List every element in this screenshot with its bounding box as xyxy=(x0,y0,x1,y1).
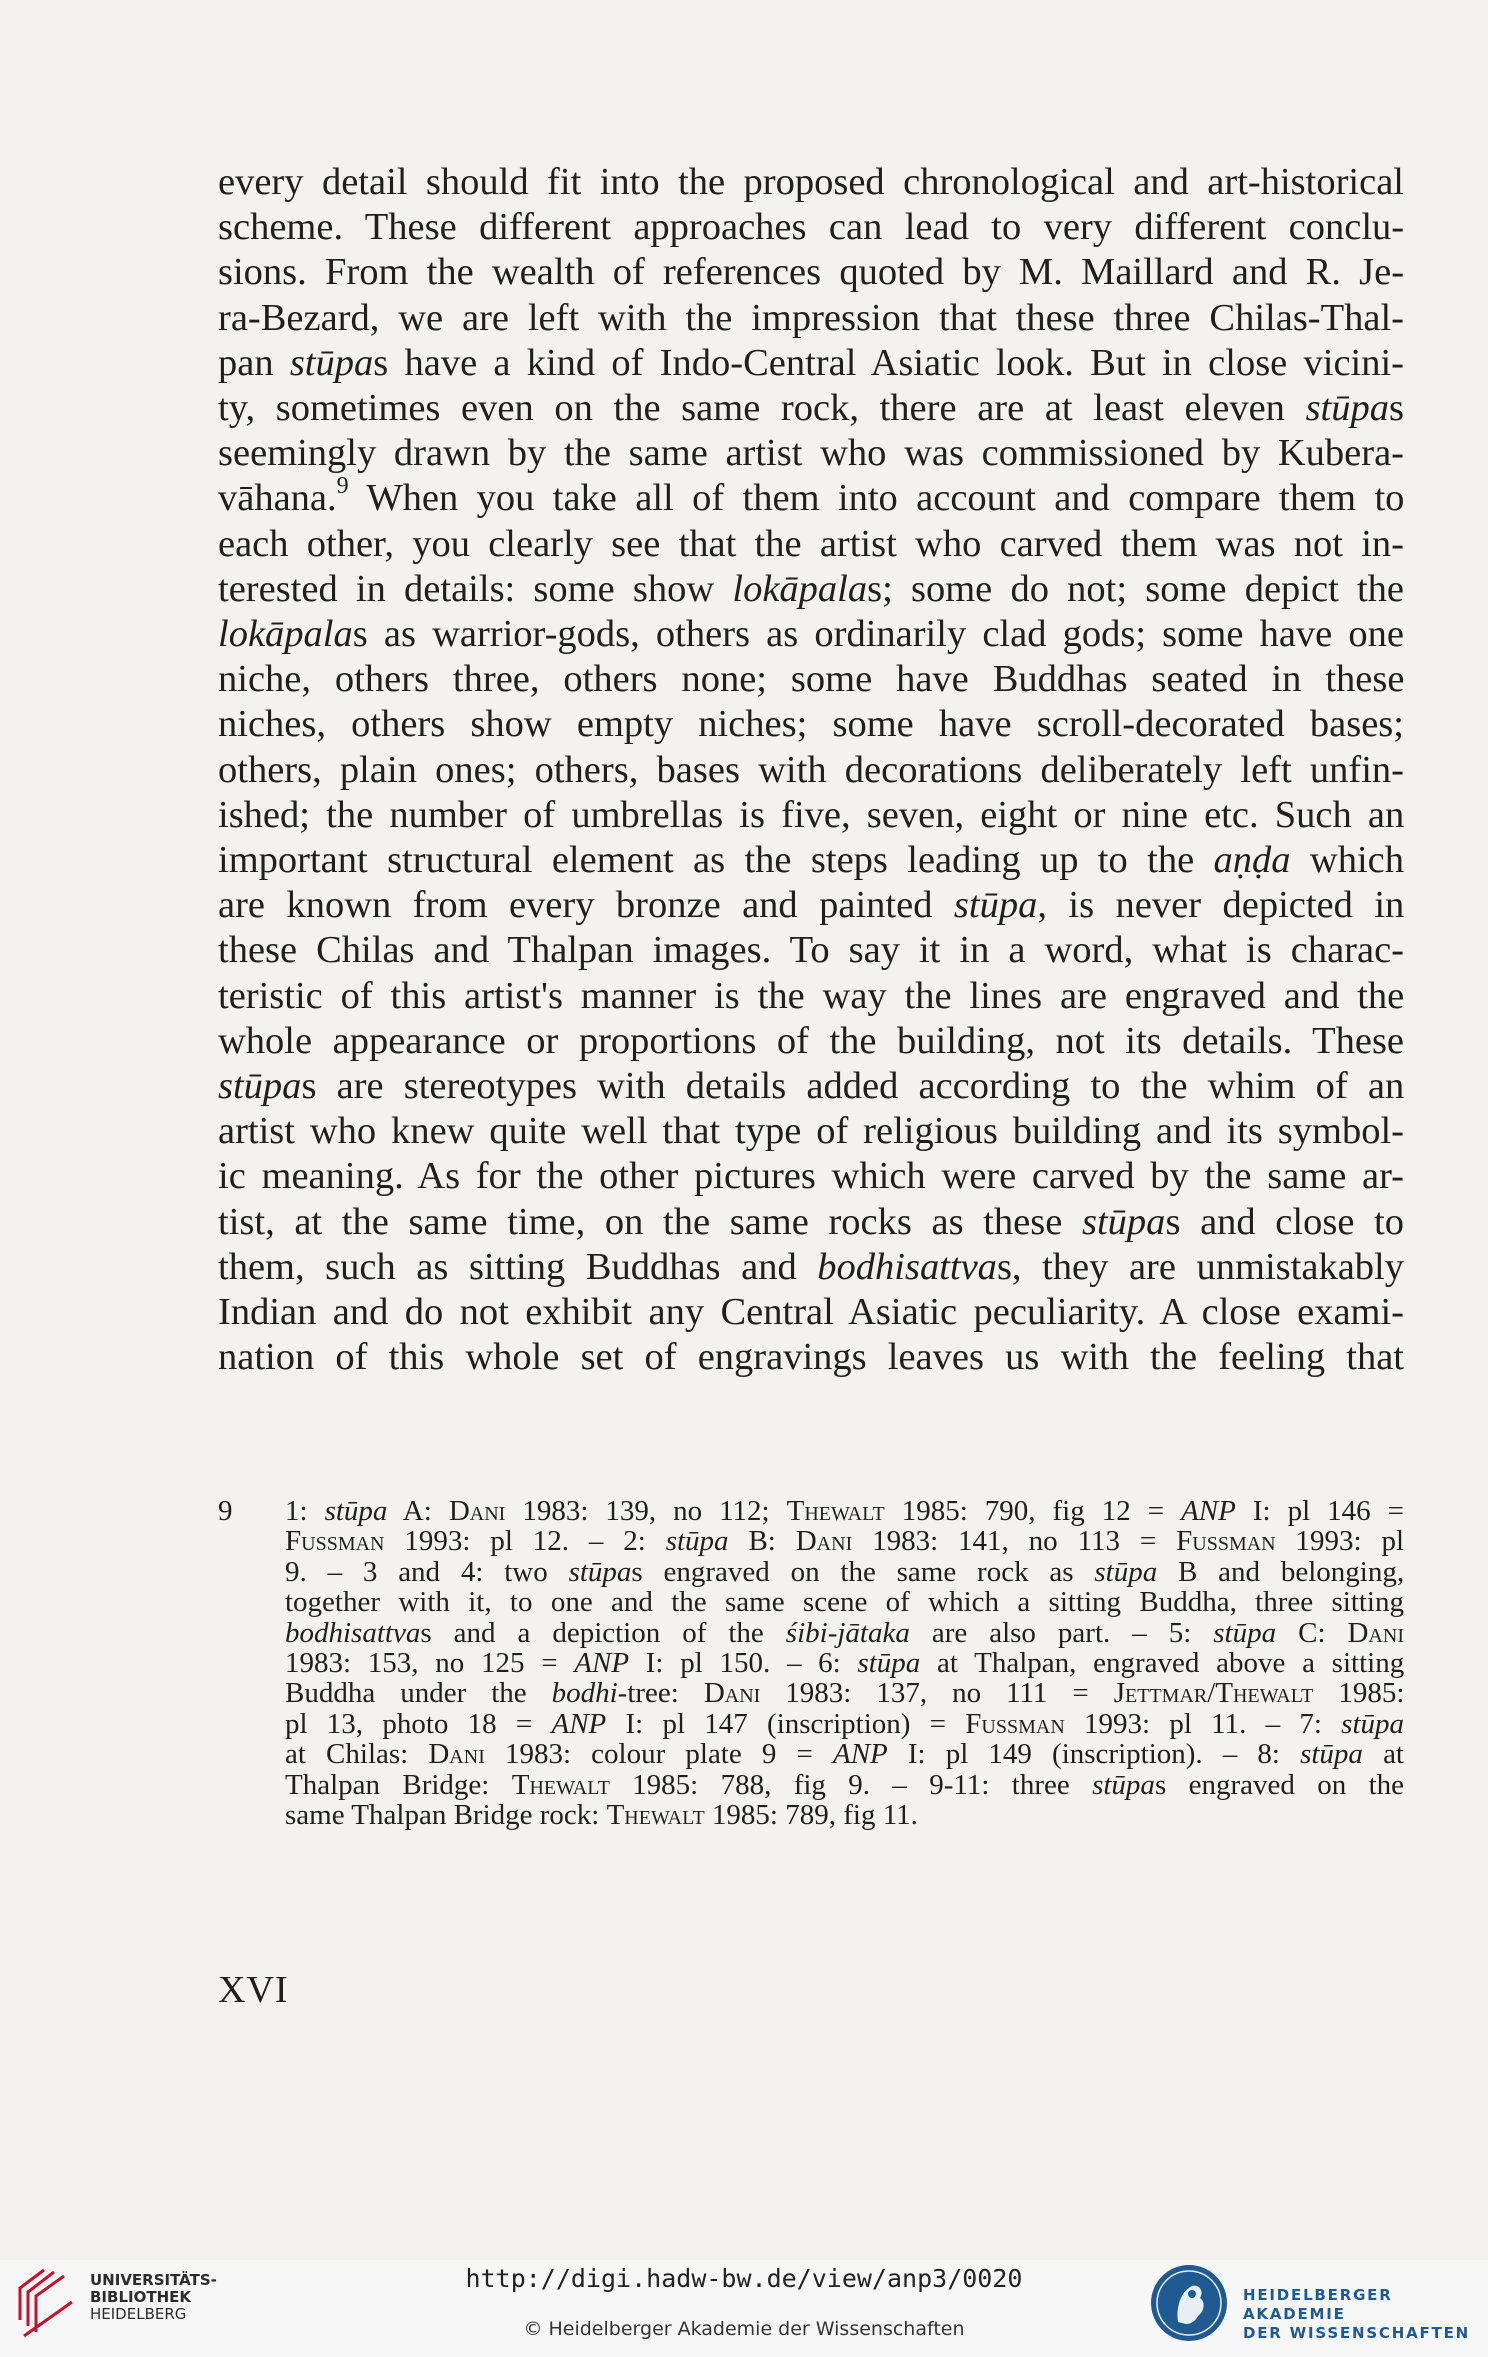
italic-term: ANP xyxy=(574,1647,630,1680)
text-run: sions. From the wealth of references quoted by M. Maillard and R. Je- xyxy=(218,251,1405,294)
italic-term: bodhisattva xyxy=(285,1616,421,1649)
text-line xyxy=(218,522,1404,567)
text-line xyxy=(285,1709,1404,1739)
text-run: niches, others show empty niches; some have scroll-decorated bases; xyxy=(218,703,1404,746)
text-run: s xyxy=(1389,387,1404,430)
text-run: pl 13, photo 18 = xyxy=(285,1707,552,1740)
academy-line-1: HEIDELBERGER AKADEMIE xyxy=(1243,2286,1393,2323)
text-line xyxy=(218,205,1404,250)
text-run: s engraved on the xyxy=(1154,1768,1405,1801)
italic-term: ANP xyxy=(1181,1495,1236,1527)
text-line xyxy=(285,1557,1404,1587)
text-run: niche, others three, others none; some have Buddhas seated in these xyxy=(218,658,1405,701)
text-run: 1983: 141, no 113 = xyxy=(852,1525,1177,1558)
italic-term: stūpa xyxy=(665,1525,729,1558)
text-run: nation of this whole set of engravings leaves us with the feeling that xyxy=(218,1336,1404,1379)
library-line-3: HEIDELBERG xyxy=(90,2305,187,2323)
text-run: vāhana. xyxy=(218,477,337,520)
text-run: whole appearance or proportions of the building, not its details. These xyxy=(218,1019,1405,1062)
text-line xyxy=(285,1526,1404,1556)
text-line xyxy=(218,612,1404,657)
text-run: When you take all of them into account and compare them to xyxy=(348,477,1405,520)
text-line xyxy=(218,1245,1404,1290)
text-line xyxy=(218,702,1404,747)
text-run: A: xyxy=(387,1495,449,1527)
author-name: Fussman xyxy=(285,1525,385,1558)
author-name: Dani xyxy=(1347,1616,1404,1649)
text-run: 1985: xyxy=(1313,1677,1405,1710)
text-line xyxy=(218,341,1404,386)
italic-term: bodhisattva xyxy=(817,1245,997,1288)
italic-term: stūpa xyxy=(289,341,374,384)
italic-term: stūpa xyxy=(1092,1768,1155,1801)
main-text-block xyxy=(218,160,1404,1380)
text-run: I: pl 149 (inscription). – 8: xyxy=(887,1738,1301,1771)
text-run: s as warrior-gods, others as ordinarily clad gods; some have one xyxy=(352,613,1404,656)
text-run: important structural element as the steps leading up to the xyxy=(218,839,1214,882)
text-run: s are stereotypes with details added according to the whim of an xyxy=(301,1065,1405,1108)
author-name: Thewalt xyxy=(786,1495,885,1527)
text-line xyxy=(285,1800,1404,1830)
text-line xyxy=(218,657,1404,702)
text-line xyxy=(218,1019,1404,1064)
italic-term: aṇḍa xyxy=(1213,839,1291,882)
text-line xyxy=(285,1770,1404,1800)
text-line xyxy=(285,1618,1404,1648)
italic-term: ANP xyxy=(832,1738,888,1771)
author-name: Dani xyxy=(703,1677,761,1710)
text-line xyxy=(285,1496,1404,1526)
text-run: at Chilas: xyxy=(285,1738,429,1771)
academy-name xyxy=(1243,2286,1488,2343)
text-run: I: pl 147 (inscription) = xyxy=(606,1707,966,1740)
text-line xyxy=(218,793,1404,838)
text-line xyxy=(218,250,1404,295)
text-run: are also part. – 5: xyxy=(909,1616,1214,1649)
text-run: 1983: 139, no 112; xyxy=(505,1495,787,1527)
text-line xyxy=(285,1739,1404,1769)
text-line xyxy=(218,1290,1404,1335)
text-run: 1993: pl 11. – 7: xyxy=(1064,1707,1342,1740)
text-line xyxy=(218,838,1404,883)
text-run: , is never depicted in xyxy=(1037,884,1405,927)
text-run: B: xyxy=(728,1525,796,1558)
author-name: Dani xyxy=(428,1738,485,1771)
text-run: each other, you clearly see that the artist who carved them was not in- xyxy=(218,522,1404,565)
text-line xyxy=(218,1335,1404,1380)
text-line xyxy=(218,1109,1404,1154)
author-name: Jettmar/Thewalt xyxy=(1113,1677,1314,1710)
text-run: s and close to xyxy=(1165,1200,1404,1243)
text-line xyxy=(218,567,1404,612)
author-name: Dani xyxy=(795,1525,853,1558)
text-run: pan xyxy=(218,341,290,384)
academy-line-2: DER WISSENSCHAFTEN xyxy=(1243,2324,1470,2342)
text-run: s and a depiction of the xyxy=(420,1616,786,1649)
text-run: 1985: 790, fig 12 = xyxy=(884,1495,1182,1527)
italic-term: śibi-jātaka xyxy=(785,1616,910,1649)
footnote-number: 9 xyxy=(218,1495,233,1527)
italic-term: stūpa xyxy=(857,1647,921,1680)
academy-seal-icon xyxy=(1148,2262,1230,2344)
text-run: others, plain ones; others, bases with decorations deliberately left unfin- xyxy=(218,748,1404,791)
text-run: tist, at the same time, on the same rocks as these xyxy=(218,1200,1082,1243)
library-line-2: BIBLIOTHEK xyxy=(90,2288,191,2306)
text-run: s, they are unmistakably xyxy=(996,1245,1404,1288)
text-run: 9. – 3 and 4: two xyxy=(285,1555,569,1588)
author-name: Fussman xyxy=(965,1707,1065,1740)
text-run: Indian and do not exhibit any Central Asiatic peculiarity. A close exami- xyxy=(218,1291,1404,1334)
italic-term: stūpa xyxy=(1341,1707,1404,1740)
text-run: 1985: 789, fig 11. xyxy=(704,1799,918,1832)
text-run: ra-Bezard, we are left with the impression that these three Chilas-Thal- xyxy=(218,296,1404,339)
text-run: -tree: xyxy=(617,1677,704,1710)
text-line xyxy=(285,1587,1404,1617)
text-run: same Thalpan Bridge rock: xyxy=(285,1799,607,1832)
text-run: are known from every bronze and painted xyxy=(218,884,954,927)
text-line xyxy=(218,748,1404,793)
italic-term: stūpa xyxy=(218,1065,302,1108)
text-line xyxy=(218,1064,1404,1109)
text-run: Buddha under the xyxy=(285,1677,552,1710)
author-name: Dani xyxy=(448,1495,506,1527)
text-run: ty, sometimes even on the same rock, there are at least eleven xyxy=(218,387,1306,430)
italic-term: bodhi xyxy=(551,1677,618,1710)
text-run: 1983: 153, no 125 = xyxy=(285,1647,575,1680)
text-run: 1985: 788, fig 9. – 9-11: three xyxy=(609,1768,1093,1801)
text-line xyxy=(218,296,1404,341)
text-run: Thalpan Bridge: xyxy=(285,1768,512,1801)
text-line xyxy=(218,1200,1404,1245)
copyright-notice: © Heidelberger Akademie der Wissenschaften xyxy=(523,2318,965,2340)
permalink-url[interactable]: http://digi.hadw-bw.de/view/anp3/0020 xyxy=(465,2264,1023,2293)
text-run: 1983: colour plate 9 = xyxy=(484,1738,833,1771)
italic-term: stūpa xyxy=(324,1495,388,1527)
italic-term: lokāpala xyxy=(732,567,868,610)
text-run: them, such as sitting Buddhas and xyxy=(218,1245,818,1288)
text-run: terested in details: some show xyxy=(218,567,733,610)
text-run: 1: xyxy=(285,1495,325,1527)
italic-term: stūpa xyxy=(1305,387,1390,430)
text-run: which xyxy=(1290,839,1404,882)
text-run: every detail should fit into the proposed chronological and art-historical xyxy=(218,161,1404,203)
italic-term: lokāpala xyxy=(218,613,353,656)
italic-term: stūpa xyxy=(1094,1555,1158,1588)
text-run: these Chilas and Thalpan images. To say it in a word, what is charac- xyxy=(218,929,1404,972)
text-run: seemingly drawn by the same artist who was commissioned by Kubera- xyxy=(218,432,1404,475)
text-line xyxy=(218,160,1404,205)
footnote-text xyxy=(285,1496,1404,1830)
text-run: scheme. These different approaches can lead to very different conclu- xyxy=(218,206,1405,249)
text-line xyxy=(218,974,1404,1019)
italic-term: stūpa xyxy=(568,1555,632,1588)
text-line xyxy=(218,883,1404,928)
text-run: ic meaning. As for the other pictures which were carved by the same ar- xyxy=(218,1155,1404,1198)
text-run: s engraved on the same rock as xyxy=(631,1555,1095,1588)
text-line xyxy=(218,473,1405,521)
text-run: I: pl 146 = xyxy=(1235,1495,1404,1527)
text-run: at Thalpan, engraved above a sitting xyxy=(920,1647,1405,1680)
italic-term: ANP xyxy=(551,1707,607,1740)
italic-term: stūpa xyxy=(953,884,1038,927)
text-line xyxy=(285,1648,1404,1678)
text-run: C: xyxy=(1276,1616,1348,1649)
italic-term: stūpa xyxy=(1300,1738,1363,1771)
author-name: Thewalt xyxy=(511,1768,610,1801)
text-run: 1983: 137, no 111 = xyxy=(760,1677,1114,1710)
author-name: Thewalt xyxy=(606,1799,705,1832)
text-run: I: pl 150. – 6: xyxy=(629,1647,858,1680)
text-run: 1993: pl xyxy=(1275,1525,1405,1558)
text-run: s have a kind of Indo-Central Asiatic look. But in close vicini- xyxy=(373,341,1404,384)
text-run: ished; the number of umbrellas is five, seven, eight or nine etc. Such an xyxy=(218,793,1405,836)
text-line xyxy=(218,928,1404,973)
text-run: teristic of this artist's manner is the way the lines are engraved and the xyxy=(218,974,1405,1017)
text-run: together with it, to one and the same scene of which a sitting Buddha, three sitting xyxy=(285,1586,1404,1619)
italic-term: stūpa xyxy=(1213,1616,1277,1649)
text-line xyxy=(285,1678,1404,1708)
text-run: B and belonging, xyxy=(1157,1555,1405,1588)
text-line xyxy=(218,386,1404,431)
author-name: Fussman xyxy=(1176,1525,1276,1558)
text-line xyxy=(218,431,1404,476)
page-number: XVI xyxy=(218,1969,289,2011)
text-run: s; some do not; some depict the xyxy=(867,567,1405,610)
text-run: 1993: pl 12. – 2: xyxy=(384,1525,666,1558)
text-run: artist who knew quite well that type of religious building and its symbol- xyxy=(218,1110,1404,1153)
library-line-1: UNIVERSITÄTS- xyxy=(90,2271,217,2289)
text-run: at xyxy=(1362,1738,1404,1771)
footnote-ref: 9 xyxy=(336,473,349,500)
text-line xyxy=(218,1154,1404,1199)
italic-term: stūpa xyxy=(1082,1200,1166,1243)
